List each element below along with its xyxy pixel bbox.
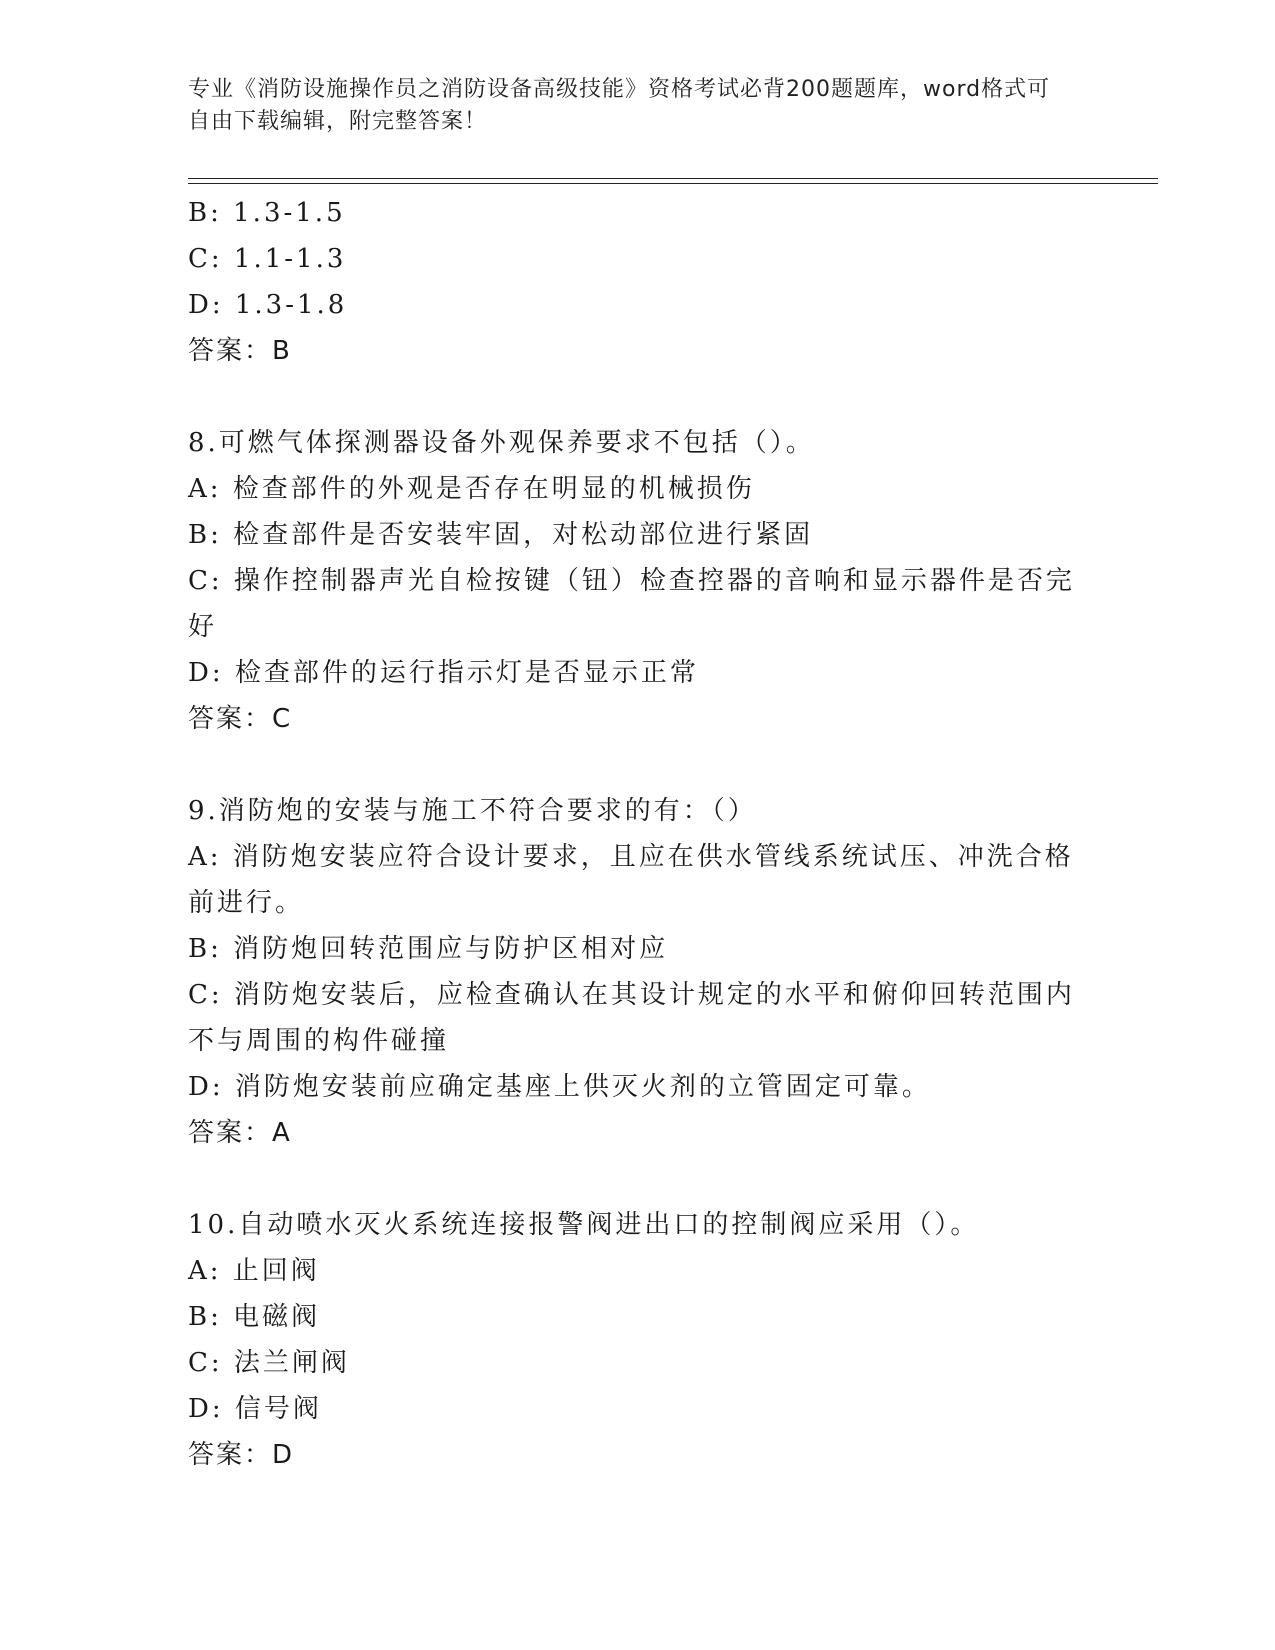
option-b: B: 1.3-1.5 (188, 198, 346, 228)
header-rule-bottom (188, 183, 1158, 184)
option-a: A: 消防炮安装应符合设计要求，且应在供水管线系统试压、冲洗合格前进行。 (188, 842, 1074, 918)
option-c: C: 法兰闸阀 (188, 1348, 350, 1378)
question-8 (188, 420, 1078, 742)
question-stem: 10.自动喷水灭火系统连接报警阀进出口的控制阀应采用（）。 (188, 1210, 980, 1240)
previous-question-tail (188, 190, 1078, 374)
question-stem: 8.可燃气体探测器设备外观保养要求不包括（）。 (188, 428, 815, 458)
answer: 答案：D (188, 1440, 295, 1470)
option-a: A: 检查部件的外观是否存在明显的机械损伤 (188, 474, 755, 504)
document-body (188, 190, 1078, 1478)
option-c: C: 1.1-1.3 (188, 244, 347, 274)
question-10 (188, 1202, 1078, 1478)
option-c: C: 操作控制器声光自检按键（钮）检查控器的音响和显示器件是否完好 (188, 566, 1075, 642)
option-d: D: 信号阀 (188, 1394, 322, 1424)
question-stem: 9.消防炮的安装与施工不符合要求的有：（） (188, 796, 757, 826)
option-b: B: 消防炮回转范围应与防护区相对应 (188, 934, 669, 964)
option-d: D: 1.3-1.8 (188, 290, 348, 320)
answer: 答案：C (188, 704, 293, 734)
option-b: B: 检查部件是否安装牢固，对松动部位进行紧固 (188, 520, 814, 550)
option-a: A: 止回阀 (188, 1256, 320, 1286)
header-rule-top (188, 178, 1158, 179)
question-9 (188, 788, 1078, 1156)
answer: 答案：B (188, 336, 292, 366)
option-c: C: 消防炮安装后，应检查确认在其设计规定的水平和俯仰回转范围内不与周围的构件碰撞 (188, 980, 1075, 1056)
document-header: 专业《消防设施操作员之消防设备高级技能》资格考试必背200题题库，word格式可自由下载编辑，附完整答案！ (188, 77, 1051, 134)
option-d: D: 消防炮安装前应确定基座上供灭火剂的立管固定可靠。 (188, 1072, 931, 1102)
option-d: D: 检查部件的运行指示灯是否显示正常 (188, 658, 699, 688)
answer: 答案：A (188, 1118, 292, 1148)
option-b: B: 电磁阀 (188, 1302, 321, 1332)
